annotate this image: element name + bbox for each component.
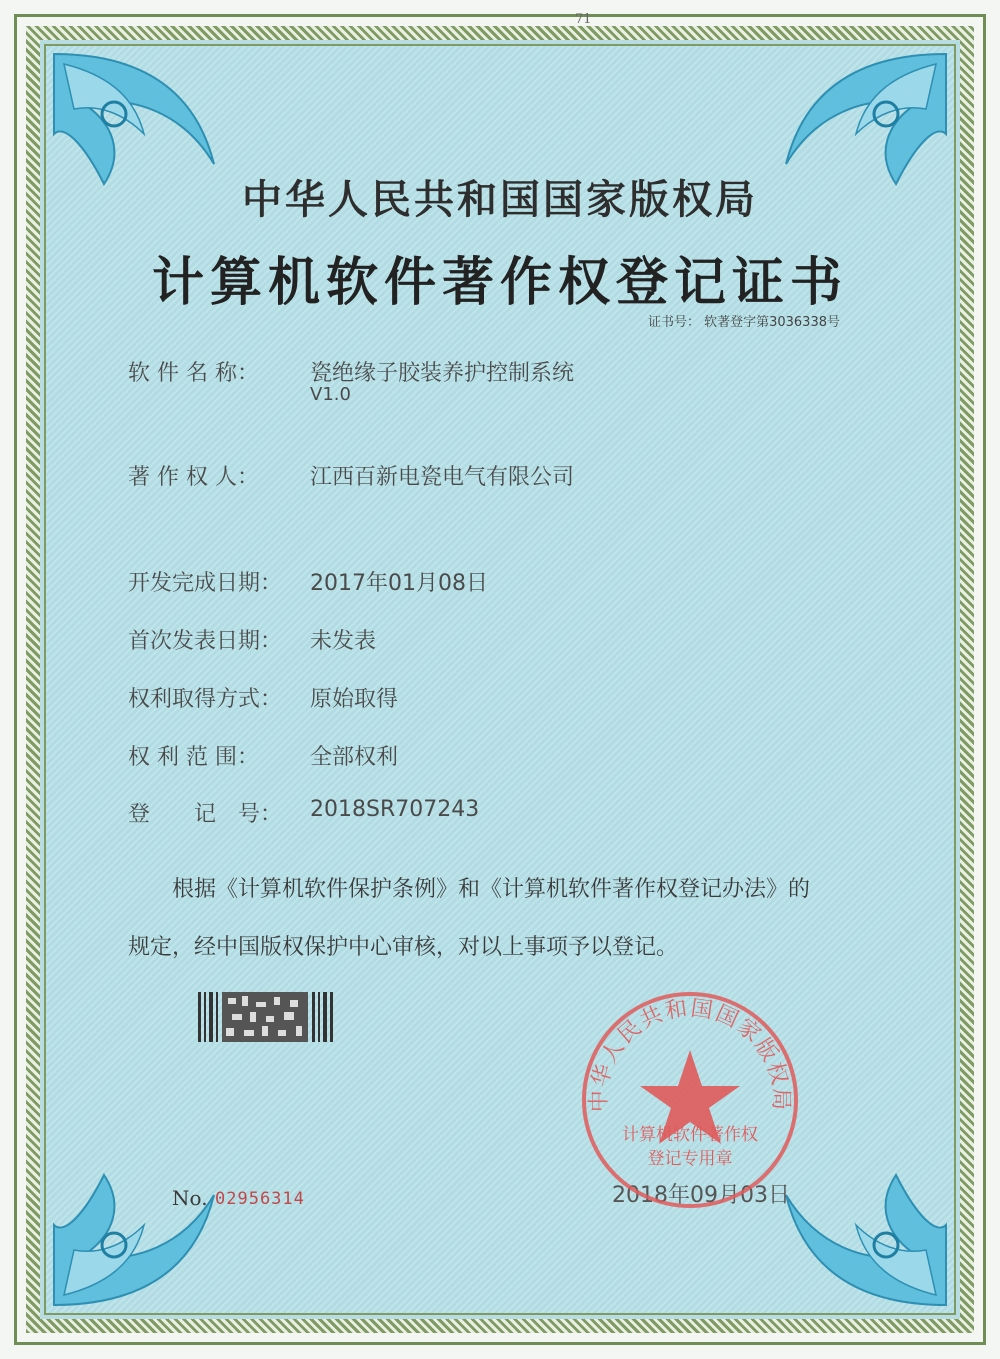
copyright-owner-value: 江西百新电瓷电气有限公司 [310, 465, 575, 490]
serial-number: 02956314 [215, 1189, 305, 1209]
registration-number-label: 登 记 号： [128, 802, 283, 827]
statement-line-1: 根据《计算机软件保护条例》和《计算机软件著作权登记办法》的 [172, 877, 811, 902]
svg-text:中华人民共和国国家版权局: 中华人民共和国国家版权局 [586, 996, 794, 1113]
software-name-value: 瓷绝缘子胶装养护控制系统 [310, 361, 575, 386]
copyright-owner-label: 著 作 权 人： [128, 465, 259, 490]
svg-text:计算机软件著作权: 计算机软件著作权 [622, 1125, 758, 1145]
acquisition-method-label: 权利取得方式： [128, 687, 283, 712]
official-seal-icon [578, 988, 802, 1212]
rights-scope-label: 权 利 范 围： [128, 745, 259, 770]
first-publication-label: 首次发表日期： [128, 629, 283, 654]
bottom-left-ornament-icon [44, 1125, 234, 1315]
barcode-icon [198, 992, 335, 1042]
certificate-number: 证书号： 软著登字第3036338号 [647, 315, 840, 330]
software-version-value: V1.0 [310, 384, 351, 405]
completion-date-label: 开发完成日期： [128, 571, 283, 596]
first-publication-value: 未发表 [310, 629, 377, 654]
page-mark: 71 [575, 12, 592, 27]
serial-label: No. [172, 1186, 208, 1210]
software-name-label: 软 件 名 称： [128, 361, 259, 386]
issuer-heading: 中华人民共和国国家版权局 [242, 177, 758, 223]
certificate-title: 计算机软件著作权登记证书 [151, 253, 848, 313]
registration-number-value: 2018SR707243 [310, 797, 480, 822]
svg-text:登记专用章: 登记专用章 [647, 1149, 733, 1169]
acquisition-method-value: 原始取得 [310, 687, 399, 712]
completion-date-value: 2017年01月08日 [310, 571, 488, 596]
rights-scope-value: 全部权利 [310, 745, 399, 770]
issue-date: 2018年09月03日 [612, 1183, 790, 1208]
statement-line-2: 规定，经中国版权保护中心审核，对以上事项予以登记。 [128, 935, 679, 960]
